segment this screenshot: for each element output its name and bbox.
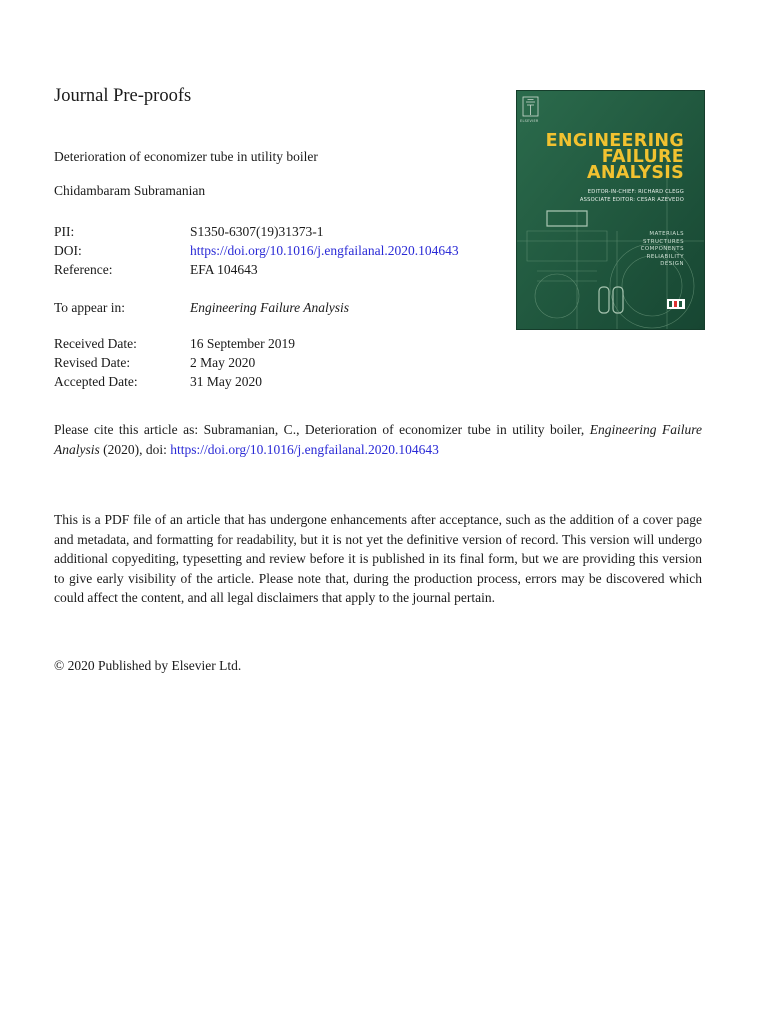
cover-topic: DESIGN [660, 261, 684, 268]
citation-paragraph [54, 420, 702, 459]
cover-title-line-1: ENGINEERING [545, 131, 684, 151]
reference-label: Reference: [54, 262, 113, 277]
received-label: Received Date: [54, 336, 137, 351]
pii-value: S1350-6307(19)31373-1 [190, 224, 324, 239]
reference-value: EFA 104643 [190, 262, 258, 277]
cover-artwork [517, 91, 704, 329]
citation-doi-link[interactable]: https://doi.org/10.1016/j.engfailanal.2020.104643 [170, 441, 439, 457]
notice-paragraph: This is a PDF file of an article that has undergone enhancements after acceptance, such as the addition of a cover page and metadata, and formatting for readability, but it is not yet the definitive version of record. This version will undergo additional copyediting, typesetting and review before it is published in its final form, but we are providing this version to give early visibility of the article. Please note that, during the production process, errors may be discovered which could affect the content, and all legal disclaimers that apply to the journal pertain. [54, 512, 702, 605]
journal-cover [516, 90, 705, 330]
citation-prefix: Please cite this article as: Subramanian, C., Deterioration of economizer tube in utility boiler, [54, 422, 590, 437]
author-name: Chidambaram Subramanian [54, 183, 206, 198]
doi-label: DOI: [54, 243, 82, 258]
appear-journal: Engineering Failure Analysis [190, 300, 349, 315]
cover-title-line-3: ANALYSIS [587, 163, 684, 183]
revised-value: 2 May 2020 [190, 355, 256, 370]
citation-middle: (2020), doi: [99, 441, 171, 457]
doi-link[interactable]: https://doi.org/10.1016/j.engfailanal.2020.104643 [190, 243, 459, 258]
cover-topics [641, 231, 684, 269]
cover-badge [667, 299, 685, 309]
cover-topic: COMPONENTS [640, 246, 684, 253]
cover-associate-editor: ASSOCIATE EDITOR: CESAR AZEVEDO [579, 197, 684, 203]
accepted-label: Accepted Date: [54, 374, 138, 389]
received-value: 16 September 2019 [190, 336, 295, 351]
cover-topic: RELIABILITY [646, 253, 684, 260]
copyright-notice: © 2020 Published by Elsevier Ltd. [54, 658, 242, 673]
cover-topic: MATERIALS [649, 231, 684, 237]
pii-label: PII: [54, 224, 75, 239]
cover-title-line-2: FAILURE [601, 147, 684, 167]
revised-label: Revised Date: [54, 355, 131, 370]
cover-publisher: ELSEVIER [520, 119, 539, 123]
citation-journal: Engineering Failure Analysis [54, 422, 703, 457]
cover-editor: EDITOR-IN-CHIEF: RICHARD CLEGG [587, 189, 684, 195]
journal-label: Journal Pre-proofs [54, 86, 192, 106]
appear-label: To appear in: [54, 300, 126, 315]
article-title: Deterioration of economizer tube in utility boiler [54, 149, 318, 164]
cover-topic: STRUCTURES [643, 238, 684, 245]
accepted-value: 31 May 2020 [190, 374, 262, 389]
